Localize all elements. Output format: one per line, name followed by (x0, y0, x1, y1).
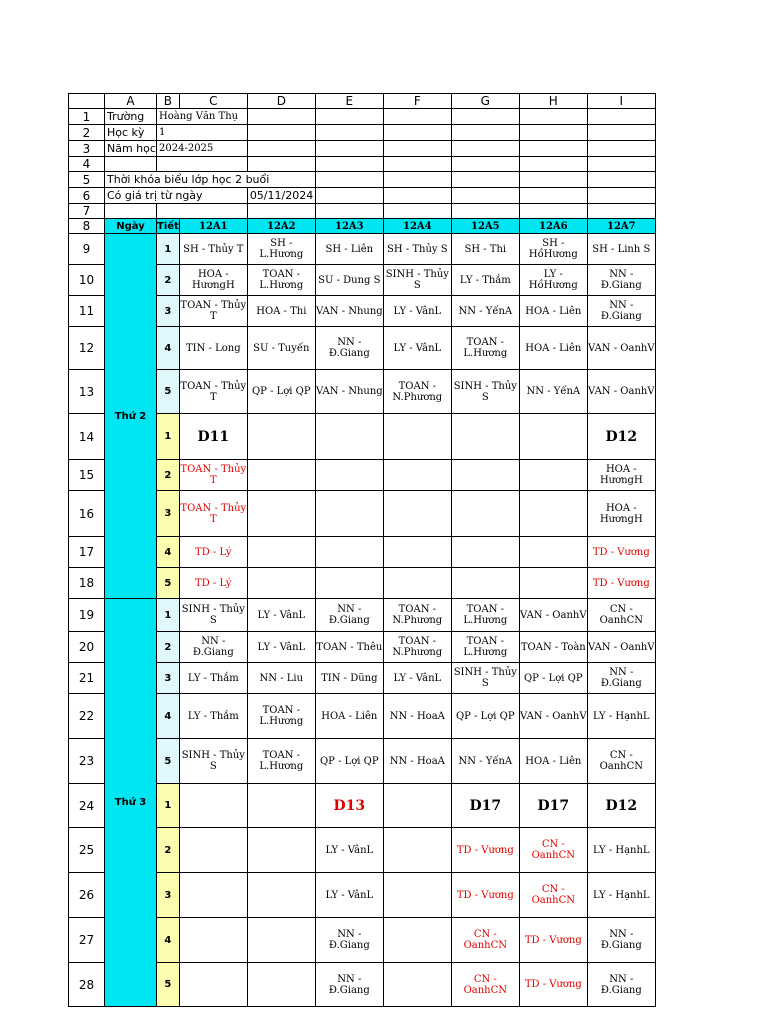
schedule-cell[interactable] (383, 568, 451, 599)
period-number[interactable]: 5 (157, 739, 180, 784)
schedule-cell[interactable]: QP - Lợi QP (247, 370, 315, 414)
schedule-cell[interactable]: CN - OanhCN (519, 873, 587, 918)
schedule-row (69, 963, 656, 1007)
schedule-cell[interactable]: VAN - OanhV (519, 599, 587, 632)
schedule-row (69, 568, 656, 599)
row-number[interactable]: 22 (69, 694, 105, 739)
schedule-cell[interactable] (179, 963, 247, 1007)
schedule-cell[interactable] (247, 460, 315, 491)
day-thu-2[interactable]: Thứ 2 (105, 234, 157, 599)
schedule-cell[interactable]: NN - Đ.Giang (315, 918, 383, 963)
schedule-cell[interactable]: SH - Linh S (587, 234, 655, 265)
sheet-row-4 (69, 157, 656, 172)
semester-value[interactable]: 1 (157, 125, 248, 141)
sheet-row-6 (69, 188, 656, 204)
schedule-cell[interactable] (383, 491, 451, 537)
schedule-cell[interactable]: NN - Đ.Giang (315, 327, 383, 370)
sheet-row-3 (69, 141, 656, 157)
schedule-cell[interactable] (383, 784, 451, 828)
period-header[interactable]: Tiết (157, 220, 179, 232)
schedule-cell[interactable] (179, 918, 247, 963)
schedule-cell[interactable]: TD - Vương (451, 828, 519, 873)
column-header-row (69, 94, 656, 109)
schedule-cell[interactable] (451, 414, 519, 460)
period-number[interactable]: 1 (157, 599, 180, 632)
schedule-cell[interactable] (383, 828, 451, 873)
row-number[interactable]: 19 (69, 599, 105, 632)
schedule-cell[interactable]: TD - Vương (519, 963, 587, 1007)
schedule-cell[interactable]: D12 (587, 414, 655, 460)
period-number[interactable]: 4 (157, 327, 180, 370)
schedule-cell[interactable]: TD - Lý (179, 568, 247, 599)
column-header-f[interactable]: F (383, 94, 451, 109)
schedule-cell[interactable]: NN - Đ.Giang (587, 296, 655, 327)
schedule-cell[interactable] (451, 537, 519, 568)
schedule-cell[interactable] (247, 537, 315, 568)
schedule-cell[interactable]: SU - Tuyến (247, 327, 315, 370)
schedule-cell[interactable]: TOAN - L.Hương (451, 599, 519, 632)
row-number[interactable]: 1 (69, 109, 105, 125)
period-number[interactable]: 2 (157, 632, 180, 663)
schedule-cell[interactable] (383, 918, 451, 963)
schedule-cell[interactable]: SH - Thủy S (383, 234, 451, 265)
row-number[interactable]: 23 (69, 739, 105, 784)
schedule-cell[interactable]: TOAN - L.Hương (247, 739, 315, 784)
schedule-row (69, 327, 656, 370)
schedule-cell[interactable]: LY - VânL (247, 632, 315, 663)
schedule-cell[interactable]: CN - OanhCN (451, 963, 519, 1007)
column-header-c[interactable]: C (179, 94, 247, 109)
row-number[interactable]: 4 (69, 157, 105, 172)
schedule-row (69, 632, 656, 663)
schedule-cell[interactable]: NN - Đ.Giang (315, 599, 383, 632)
period-number[interactable]: 4 (157, 537, 180, 568)
sheet-row-1 (69, 109, 656, 125)
schedule-cell[interactable]: LY - HồHương (519, 265, 587, 296)
row-number[interactable]: 6 (69, 188, 105, 204)
row-number[interactable]: 9 (69, 234, 105, 265)
valid-from-label[interactable]: Có giá trị từ ngày (105, 188, 248, 204)
schedule-cell[interactable] (519, 568, 587, 599)
corner-cell[interactable] (69, 94, 105, 109)
row-number[interactable]: 12 (69, 327, 105, 370)
schedule-cell[interactable] (315, 414, 383, 460)
schedule-cell[interactable]: NN - Liu (247, 663, 315, 694)
schedule-cell[interactable]: NN - Đ.Giang (315, 963, 383, 1007)
schedule-cell[interactable]: HOA - Thi (247, 296, 315, 327)
schedule-cell[interactable]: SU - Dung S (315, 265, 383, 296)
schedule-cell[interactable]: NN - Đ.Giang (587, 963, 655, 1007)
row-number[interactable]: 20 (69, 632, 105, 663)
schedule-cell[interactable]: TIN - Long (179, 327, 247, 370)
schedule-cell[interactable] (247, 784, 315, 828)
schedule-row (69, 599, 656, 632)
schedule-cell[interactable]: QP - Lợi QP (451, 694, 519, 739)
schedule-cell[interactable]: HOA - HươngH (587, 460, 655, 491)
row-number[interactable]: 21 (69, 663, 105, 694)
schedule-cell[interactable]: SH - Thủy T (179, 234, 247, 265)
schedule-cell[interactable]: NN - YếnA (519, 370, 587, 414)
row-number[interactable]: 11 (69, 296, 105, 327)
class-header-12a5[interactable]: 12A5 (451, 219, 519, 234)
schedule-cell[interactable]: LY - VânL (247, 599, 315, 632)
day-header[interactable]: Ngày (105, 219, 157, 234)
schedule-cell[interactable] (247, 491, 315, 537)
period-number[interactable]: 5 (157, 370, 180, 414)
period-number[interactable]: 3 (157, 491, 180, 537)
row-number[interactable]: 27 (69, 918, 105, 963)
schedule-cell[interactable] (451, 460, 519, 491)
schedule-cell[interactable]: LY - HạnhL (587, 828, 655, 873)
schedule-cell[interactable] (519, 460, 587, 491)
schedule-row (69, 265, 656, 296)
schedule-cell[interactable]: TOAN - Toàn (519, 632, 587, 663)
schedule-cell[interactable]: LY - VânL (383, 327, 451, 370)
schedule-cell[interactable]: LY - VânL (315, 828, 383, 873)
schedule-cell[interactable]: LY - VânL (383, 296, 451, 327)
schedule-cell[interactable] (519, 491, 587, 537)
schedule-cell[interactable]: CN - OanhCN (587, 739, 655, 784)
row-number[interactable]: 3 (69, 141, 105, 157)
class-header-12a3[interactable]: 12A3 (315, 219, 383, 234)
schedule-cell[interactable]: LY - Thắm (451, 265, 519, 296)
schedule-cell[interactable] (383, 537, 451, 568)
schedule-cell[interactable]: TD - Vương (587, 568, 655, 599)
schedule-cell[interactable]: TD - Lý (179, 537, 247, 568)
row-number[interactable]: 16 (69, 491, 105, 537)
schedule-cell[interactable] (383, 963, 451, 1007)
schedule-cell[interactable]: SINH - Thủy S (451, 663, 519, 694)
schedule-cell[interactable]: HOA - Liên (519, 296, 587, 327)
schedule-cell[interactable] (383, 460, 451, 491)
row-number[interactable]: 10 (69, 265, 105, 296)
sheet-row-2 (69, 125, 656, 141)
class-header-12a7[interactable]: 12A7 (587, 219, 655, 234)
period-number[interactable]: 1 (157, 414, 180, 460)
schedule-cell[interactable] (383, 873, 451, 918)
schedule-cell[interactable] (383, 414, 451, 460)
schedule-cell[interactable]: TOAN - N.Phương (383, 599, 451, 632)
day-thu-3[interactable]: Thứ 3 (105, 599, 157, 1007)
row-number[interactable]: 13 (69, 370, 105, 414)
schedule-cell[interactable]: TD - Vương (519, 918, 587, 963)
schedule-cell[interactable]: NN - YếnA (451, 739, 519, 784)
schedule-cell[interactable]: NN - HoaA (383, 739, 451, 784)
schedule-cell[interactable]: TOAN - Thêu (315, 632, 383, 663)
row-number[interactable]: 7 (69, 204, 105, 219)
period-number[interactable]: 2 (157, 828, 180, 873)
row-number[interactable]: 24 (69, 784, 105, 828)
column-header-b[interactable]: B (157, 94, 180, 109)
period-number[interactable]: 2 (157, 460, 180, 491)
schedule-body (69, 234, 656, 1007)
schedule-cell[interactable] (519, 414, 587, 460)
row-number[interactable]: 15 (69, 460, 105, 491)
row-number[interactable]: 26 (69, 873, 105, 918)
schedule-cell[interactable]: D17 (519, 784, 587, 828)
column-header-i[interactable]: I (587, 94, 655, 109)
schedule-cell[interactable]: VAN - OanhV (587, 632, 655, 663)
period-number[interactable]: 3 (157, 296, 180, 327)
schedule-cell[interactable]: NN - HoaA (383, 694, 451, 739)
schedule-cell[interactable]: NN - Đ.Giang (179, 632, 247, 663)
schedule-cell[interactable]: HOA - HươngH (587, 491, 655, 537)
schedule-row (69, 414, 656, 460)
schedule-cell[interactable]: LY - HạnhL (587, 873, 655, 918)
class-header-12a6[interactable]: 12A6 (519, 219, 587, 234)
timetable-title[interactable]: Thời khóa biểu lớp học 2 buổi (105, 172, 316, 188)
schedule-row (69, 873, 656, 918)
class-header-12a4[interactable]: 12A4 (383, 219, 451, 234)
schedule-cell[interactable]: HOA - Liên (519, 739, 587, 784)
schedule-cell[interactable]: VAN - OanhV (587, 370, 655, 414)
schedule-cell[interactable]: TOAN - Thủy T (179, 370, 247, 414)
schedule-cell[interactable]: D11 (179, 414, 247, 460)
period-number[interactable]: 5 (157, 568, 180, 599)
period-number[interactable]: 3 (157, 663, 180, 694)
schedule-row (69, 370, 656, 414)
schedule-cell[interactable]: NN - Đ.Giang (587, 663, 655, 694)
schedule-cell[interactable]: TOAN - L.Hương (247, 265, 315, 296)
row-number[interactable]: 5 (69, 172, 105, 188)
schedule-cell[interactable]: HOA - Liên (315, 694, 383, 739)
schedule-row (69, 537, 656, 568)
schedule-cell[interactable]: SINH - Thủy S (179, 599, 247, 632)
period-number[interactable]: 1 (157, 784, 180, 828)
class-header-12a1[interactable]: 12A1 (179, 219, 247, 234)
schedule-cell[interactable]: SINH - Thủy S (179, 739, 247, 784)
schedule-cell[interactable] (315, 568, 383, 599)
schedule-row (69, 784, 656, 828)
schedule-row (69, 918, 656, 963)
schedule-cell[interactable] (247, 918, 315, 963)
schedule-cell[interactable]: TOAN - L.Hương (451, 327, 519, 370)
schedule-cell[interactable]: NN - Đ.Giang (587, 918, 655, 963)
schedule-cell[interactable]: LY - Thắm (179, 694, 247, 739)
schedule-cell[interactable]: TOAN - Thủy T (179, 491, 247, 537)
row-number[interactable]: 8 (69, 219, 105, 234)
valid-from-date[interactable]: 05/11/2024 (247, 188, 315, 204)
schedule-cell[interactable]: TOAN - Thủy T (179, 460, 247, 491)
schedule-cell[interactable] (451, 568, 519, 599)
schedule-cell[interactable]: HOA - HươngH (179, 265, 247, 296)
schedule-cell[interactable]: TOAN - N.Phương (383, 632, 451, 663)
schedule-cell[interactable] (179, 784, 247, 828)
period-number[interactable]: 3 (157, 873, 180, 918)
schedule-cell[interactable]: CN - OanhCN (519, 828, 587, 873)
schedule-cell[interactable] (315, 537, 383, 568)
column-header-d[interactable]: D (247, 94, 315, 109)
schedule-cell[interactable]: LY - Thắm (179, 663, 247, 694)
schedule-cell[interactable]: D13 (315, 784, 383, 828)
column-header-a[interactable]: A (105, 94, 157, 109)
spreadsheet-grid (68, 93, 656, 1007)
schedule-cell[interactable]: D12 (587, 784, 655, 828)
schedule-cell[interactable]: SINH - Thủy S (383, 265, 451, 296)
period-number[interactable]: 2 (157, 265, 180, 296)
period-number[interactable]: 4 (157, 918, 180, 963)
row-number[interactable]: 17 (69, 537, 105, 568)
schedule-row (69, 234, 656, 265)
schedule-cell[interactable] (247, 414, 315, 460)
row-number[interactable]: 14 (69, 414, 105, 460)
row-number[interactable]: 28 (69, 963, 105, 1007)
schedule-row (69, 739, 656, 784)
schedule-cell[interactable]: LY - VânL (383, 663, 451, 694)
schedule-cell[interactable]: TOAN - N.Phương (383, 370, 451, 414)
column-header-g[interactable]: G (451, 94, 519, 109)
schedule-cell[interactable]: SH - HồHương (519, 234, 587, 265)
schedule-cell[interactable]: TOAN - L.Hương (247, 694, 315, 739)
schedule-row (69, 296, 656, 327)
class-header-row (69, 219, 656, 234)
period-number[interactable]: 5 (157, 963, 180, 1007)
schedule-cell[interactable]: SINH - Thủy S (451, 370, 519, 414)
school-value[interactable]: Hoàng Văn Thụ (157, 109, 248, 125)
schedule-cell[interactable] (247, 568, 315, 599)
schedule-cell[interactable]: VAN - Nhung (315, 296, 383, 327)
schedule-cell[interactable]: QP - Lợi QP (519, 663, 587, 694)
schedule-cell[interactable]: TD - Vương (587, 537, 655, 568)
schedule-row (69, 460, 656, 491)
schedule-cell[interactable]: VAN - OanhV (587, 327, 655, 370)
schedule-cell[interactable] (247, 963, 315, 1007)
sheet-row-7 (69, 204, 656, 219)
schedule-cell[interactable] (179, 873, 247, 918)
schedule-cell[interactable]: NN - YếnA (451, 296, 519, 327)
schedule-cell[interactable] (179, 828, 247, 873)
schedule-cell[interactable]: LY - HạnhL (587, 694, 655, 739)
semester-label[interactable]: Học kỳ (105, 125, 157, 141)
period-number[interactable]: 4 (157, 694, 180, 739)
schedule-cell[interactable]: NN - Đ.Giang (587, 265, 655, 296)
sheet-row-5 (69, 172, 656, 188)
schedule-cell[interactable] (247, 828, 315, 873)
schedule-cell[interactable]: VAN - Nhung (315, 370, 383, 414)
schedule-cell[interactable]: TOAN - L.Hương (451, 632, 519, 663)
school-year-value[interactable]: 2024-2025 (157, 141, 248, 157)
schedule-cell[interactable] (315, 460, 383, 491)
class-header-12a2[interactable]: 12A2 (247, 219, 315, 234)
schedule-cell[interactable]: D17 (451, 784, 519, 828)
column-header-h[interactable]: H (519, 94, 587, 109)
schedule-row (69, 491, 656, 537)
schedule-cell[interactable] (247, 873, 315, 918)
schedule-cell[interactable]: QP - Lợi QP (315, 739, 383, 784)
row-number[interactable]: 18 (69, 568, 105, 599)
schedule-row (69, 828, 656, 873)
schedule-cell[interactable]: LY - VânL (315, 873, 383, 918)
schedule-cell[interactable]: TD - Vương (451, 873, 519, 918)
schedule-row (69, 694, 656, 739)
schedule-cell[interactable]: HOA - Liên (519, 327, 587, 370)
school-year-label[interactable]: Năm học (105, 141, 157, 157)
schedule-cell[interactable]: TIN - Dũng (315, 663, 383, 694)
schedule-cell[interactable]: SH - Thi (451, 234, 519, 265)
schedule-cell[interactable]: SH - Liên (315, 234, 383, 265)
schedule-cell[interactable] (519, 537, 587, 568)
schedule-cell[interactable]: TOAN - Thủy T (179, 296, 247, 327)
column-header-e[interactable]: E (315, 94, 383, 109)
school-label[interactable]: Trường (105, 109, 157, 125)
row-number[interactable]: 25 (69, 828, 105, 873)
schedule-cell[interactable]: VAN - OanhV (519, 694, 587, 739)
period-number[interactable]: 1 (157, 234, 180, 265)
schedule-cell[interactable]: CN - OanhCN (451, 918, 519, 963)
schedule-cell[interactable]: CN - OanhCN (587, 599, 655, 632)
schedule-cell[interactable] (315, 491, 383, 537)
row-number[interactable]: 2 (69, 125, 105, 141)
schedule-cell[interactable] (451, 491, 519, 537)
schedule-row (69, 663, 656, 694)
schedule-cell[interactable]: SH - L.Hương (247, 234, 315, 265)
